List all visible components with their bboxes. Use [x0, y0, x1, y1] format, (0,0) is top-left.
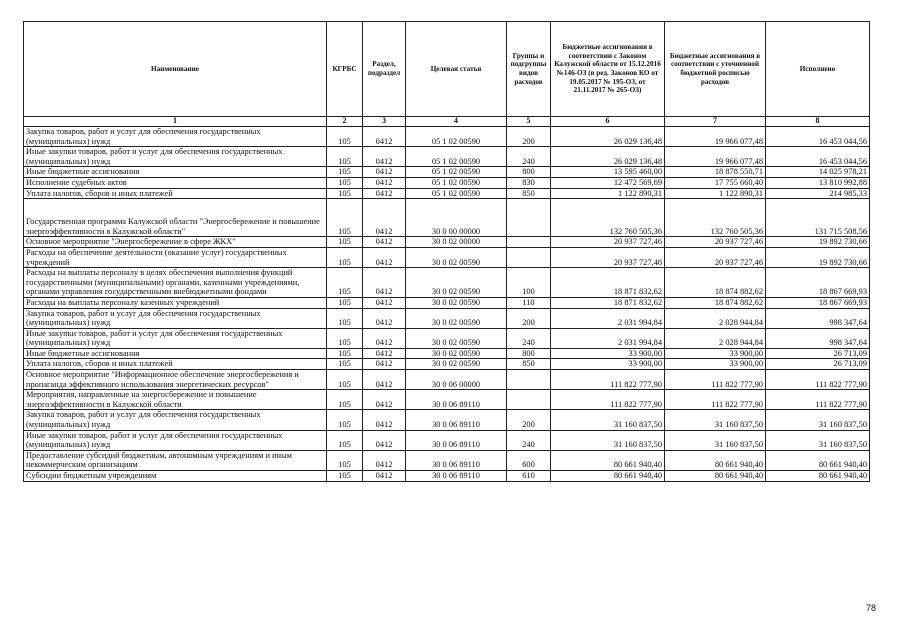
row-name: Иные бюджетные ассигнования: [24, 167, 327, 178]
row-target: 30 0 06 89110: [406, 471, 507, 482]
table-row: [24, 177, 870, 188]
table-row: [24, 430, 870, 450]
row-executed-amount: 19 892 730,66: [766, 237, 870, 248]
row-executed-amount: 16 453 044,56: [766, 147, 870, 167]
column-number: 1: [24, 117, 327, 127]
row-target: 30 0 06 89110: [406, 390, 507, 410]
row-section: 0412: [363, 177, 406, 188]
row-group: 800: [507, 167, 551, 178]
row-group: [507, 370, 551, 390]
row-executed-amount: 998 347,64: [766, 328, 870, 348]
row-target: 30 0 02 00590: [406, 348, 507, 359]
row-law-amount: 33 900,00: [551, 359, 665, 370]
row-refined-amount: 111 822 777,90: [665, 390, 766, 410]
header-executed: Исполнено: [766, 22, 870, 117]
row-law-amount: 132 760 505,36: [551, 199, 665, 237]
row-name: Расходы на выплаты персоналу в целях обеспечения выполнения функций государственными (муниципальными) органами, казенными учреждениями, органами управления государственными внебюджетными фондами: [24, 268, 327, 298]
row-group: 240: [507, 430, 551, 450]
row-kgrbs: 105: [327, 328, 363, 348]
row-refined-amount: 2 028 944,84: [665, 308, 766, 328]
row-executed-amount: 26 713,09: [766, 348, 870, 359]
table-row: [24, 167, 870, 178]
row-target: 05 1 02 00590: [406, 127, 507, 147]
row-name: Иные закупки товаров, работ и услуг для обеспечения государственных (муниципальных) нужд: [24, 328, 327, 348]
row-name: Основное мероприятие "Энергосбережение в сфере ЖКХ": [24, 237, 327, 248]
table-row: [24, 328, 870, 348]
row-section: 0412: [363, 370, 406, 390]
row-group: [507, 247, 551, 267]
row-target: 30 0 02 00590: [406, 359, 507, 370]
table-row: [24, 370, 870, 390]
row-refined-amount: 19 966 077,48: [665, 127, 766, 147]
row-section: 0412: [363, 188, 406, 199]
row-law-amount: 31 160 837,50: [551, 410, 665, 430]
row-group: [507, 199, 551, 237]
row-executed-amount: 14 025 978,21: [766, 167, 870, 178]
row-law-amount: 80 661 940,40: [551, 450, 665, 470]
row-refined-amount: 111 822 777,90: [665, 370, 766, 390]
row-name: Иные бюджетные ассигнования: [24, 348, 327, 359]
row-kgrbs: 105: [327, 308, 363, 328]
row-section: 0412: [363, 471, 406, 482]
row-target: 30 0 00 00000: [406, 199, 507, 237]
row-law-amount: 18 871 832,62: [551, 268, 665, 298]
column-number: 4: [406, 117, 507, 127]
header-refined: Бюджетные ассигнования в соответствии с уточненной бюджетной росписью расходов: [665, 22, 766, 117]
column-number: 2: [327, 117, 363, 127]
table-row: [24, 471, 870, 482]
table-row: [24, 199, 870, 237]
row-section: 0412: [363, 410, 406, 430]
row-group: 240: [507, 328, 551, 348]
row-group: 850: [507, 188, 551, 199]
header-section: Раздел, подраздел: [363, 22, 406, 117]
row-refined-amount: 33 900,00: [665, 359, 766, 370]
row-target: 30 0 02 00000: [406, 237, 507, 248]
table-body: [24, 127, 870, 482]
table-row: [24, 348, 870, 359]
row-law-amount: 111 822 777,90: [551, 370, 665, 390]
table-row: [24, 237, 870, 248]
header-law: Бюджетные ассигнования в соответствии с Законом Калужской области от 15.12.2016 №146-ОЗ (в ред. Законов КО от 19.05.2017 № 195-ОЗ, от 21.11.2017 № 265-ОЗ): [551, 22, 665, 117]
row-kgrbs: 105: [327, 370, 363, 390]
row-refined-amount: 80 661 940,40: [665, 450, 766, 470]
row-section: 0412: [363, 328, 406, 348]
row-refined-amount: 2 028 944,84: [665, 328, 766, 348]
row-name: Закупка товаров, работ и услуг для обеспечения государственных (муниципальных) нужд: [24, 308, 327, 328]
row-executed-amount: 80 661 940,40: [766, 471, 870, 482]
row-kgrbs: 105: [327, 359, 363, 370]
row-section: 0412: [363, 348, 406, 359]
row-refined-amount: 31 160 837,50: [665, 430, 766, 450]
row-group: 240: [507, 147, 551, 167]
row-executed-amount: 26 713,09: [766, 359, 870, 370]
row-group: 610: [507, 471, 551, 482]
row-target: 30 0 02 00590: [406, 247, 507, 267]
row-name: Закупка товаров, работ и услуг для обеспечения государственных (муниципальных) нужд: [24, 410, 327, 430]
row-target: 30 0 02 00590: [406, 297, 507, 308]
row-target: 30 0 02 00590: [406, 268, 507, 298]
row-kgrbs: 105: [327, 199, 363, 237]
row-section: 0412: [363, 308, 406, 328]
row-executed-amount: 80 661 940,40: [766, 450, 870, 470]
row-name: Расходы на обеспечение деятельности (оказание услуг) государственных учреждений: [24, 247, 327, 267]
row-law-amount: 20 937 727,46: [551, 237, 665, 248]
row-section: 0412: [363, 430, 406, 450]
row-law-amount: 26 029 136,48: [551, 127, 665, 147]
row-group: 600: [507, 450, 551, 470]
row-law-amount: 1 122 890,31: [551, 188, 665, 199]
row-refined-amount: 20 937 727,46: [665, 247, 766, 267]
row-name: Субсидии бюджетным учреждениям: [24, 471, 327, 482]
row-kgrbs: 105: [327, 348, 363, 359]
row-law-amount: 26 029 136,48: [551, 147, 665, 167]
column-number: 5: [507, 117, 551, 127]
row-kgrbs: 105: [327, 297, 363, 308]
row-executed-amount: 19 892 730,66: [766, 247, 870, 267]
header-name: Наименование: [24, 22, 327, 117]
row-name: Иные закупки товаров, работ и услуг для обеспечения государственных (муниципальных) нужд: [24, 430, 327, 450]
row-section: 0412: [363, 359, 406, 370]
row-target: 05 1 02 00590: [406, 177, 507, 188]
header-kgrbs: КГРБС: [327, 22, 363, 117]
row-law-amount: 33 900,00: [551, 348, 665, 359]
header-row: [24, 22, 870, 117]
row-law-amount: 2 031 994,84: [551, 308, 665, 328]
row-group: 100: [507, 268, 551, 298]
table-row: [24, 450, 870, 470]
row-name: Исполнение судебных актов: [24, 177, 327, 188]
row-kgrbs: 105: [327, 247, 363, 267]
column-number: 3: [363, 117, 406, 127]
column-number: 8: [766, 117, 870, 127]
row-group: 850: [507, 359, 551, 370]
row-kgrbs: 105: [327, 147, 363, 167]
row-executed-amount: 131 715 508,56: [766, 199, 870, 237]
header-groups: Группы и подгруппы видов расходов: [507, 22, 551, 117]
row-refined-amount: 33 900,00: [665, 348, 766, 359]
row-law-amount: 13 595 460,00: [551, 167, 665, 178]
table-row: [24, 359, 870, 370]
row-kgrbs: 105: [327, 167, 363, 178]
row-target: 05 1 02 00590: [406, 188, 507, 199]
row-group: 110: [507, 297, 551, 308]
row-group: [507, 237, 551, 248]
row-law-amount: 20 937 727,46: [551, 247, 665, 267]
row-name: Уплата налогов, сборов и иных платежей: [24, 188, 327, 199]
row-section: 0412: [363, 127, 406, 147]
row-law-amount: 111 822 777,90: [551, 390, 665, 410]
row-refined-amount: 80 661 940,40: [665, 471, 766, 482]
row-kgrbs: 105: [327, 430, 363, 450]
row-target: 30 0 06 89110: [406, 430, 507, 450]
row-section: 0412: [363, 390, 406, 410]
row-section: 0412: [363, 450, 406, 470]
row-refined-amount: 18 874 882,62: [665, 268, 766, 298]
page-number: 78: [866, 603, 877, 613]
row-section: 0412: [363, 167, 406, 178]
row-target: 05 1 02 00590: [406, 167, 507, 178]
row-executed-amount: 111 822 777,90: [766, 370, 870, 390]
row-refined-amount: 1 122 890,31: [665, 188, 766, 199]
row-refined-amount: 17 755 660,40: [665, 177, 766, 188]
row-section: 0412: [363, 268, 406, 298]
row-group: 200: [507, 127, 551, 147]
row-kgrbs: 105: [327, 268, 363, 298]
row-target: 30 0 06 00000: [406, 370, 507, 390]
table-row: [24, 268, 870, 298]
row-kgrbs: 105: [327, 237, 363, 248]
row-name: Предоставление субсидий бюджетным, автономным учреждениям и иным некоммерческим организациям: [24, 450, 327, 470]
row-group: 200: [507, 410, 551, 430]
row-executed-amount: 18 867 669,93: [766, 268, 870, 298]
row-executed-amount: 18 867 669,93: [766, 297, 870, 308]
row-kgrbs: 105: [327, 177, 363, 188]
row-refined-amount: 18 874 882,62: [665, 297, 766, 308]
table-row: [24, 390, 870, 410]
row-section: 0412: [363, 147, 406, 167]
row-name: Основное мероприятие "Информационное обеспечение энергосбережения и пропаганда эффективного использования энергетических ресурсов": [24, 370, 327, 390]
row-law-amount: 12 472 569,69: [551, 177, 665, 188]
row-group: 200: [507, 308, 551, 328]
table-row: [24, 308, 870, 328]
row-law-amount: 2 031 994,84: [551, 328, 665, 348]
row-section: 0412: [363, 199, 406, 237]
row-target: 05 1 02 00590: [406, 147, 507, 167]
table-row: [24, 410, 870, 430]
row-law-amount: 18 871 832,62: [551, 297, 665, 308]
table-row: [24, 297, 870, 308]
row-group: 800: [507, 348, 551, 359]
row-kgrbs: 105: [327, 450, 363, 470]
row-law-amount: 80 661 940,40: [551, 471, 665, 482]
row-group: [507, 390, 551, 410]
row-target: 30 0 06 89110: [406, 410, 507, 430]
row-refined-amount: 20 937 727,46: [665, 237, 766, 248]
table-row: [24, 247, 870, 267]
row-target: 30 0 06 89110: [406, 450, 507, 470]
row-name: Мероприятия, направленные на энергосбережение и повышение энергоэффективности в Калужской области: [24, 390, 327, 410]
header-target: Целевая статья: [406, 22, 507, 117]
row-refined-amount: 31 160 837,50: [665, 410, 766, 430]
row-executed-amount: 214 985,33: [766, 188, 870, 199]
column-number: 7: [665, 117, 766, 127]
row-executed-amount: 31 160 837,50: [766, 410, 870, 430]
row-kgrbs: 105: [327, 127, 363, 147]
column-number: 6: [551, 117, 665, 127]
row-target: 30 0 02 00590: [406, 308, 507, 328]
row-name: Расходы на выплаты персоналу казенных учреждений: [24, 297, 327, 308]
row-kgrbs: 105: [327, 188, 363, 199]
row-executed-amount: 13 810 992,88: [766, 177, 870, 188]
row-executed-amount: 16 453 044,56: [766, 127, 870, 147]
row-refined-amount: 132 760 505,36: [665, 199, 766, 237]
budget-table: [23, 21, 870, 482]
row-group: 830: [507, 177, 551, 188]
row-law-amount: 31 160 837,50: [551, 430, 665, 450]
table-row: [24, 127, 870, 147]
table-row: [24, 188, 870, 199]
row-executed-amount: 31 160 837,50: [766, 430, 870, 450]
row-section: 0412: [363, 297, 406, 308]
table-row: [24, 147, 870, 167]
row-section: 0412: [363, 237, 406, 248]
row-refined-amount: 18 878 550,71: [665, 167, 766, 178]
row-kgrbs: 105: [327, 471, 363, 482]
row-executed-amount: 998 347,64: [766, 308, 870, 328]
row-name: Уплата налогов, сборов и иных платежей: [24, 359, 327, 370]
column-number-row: [24, 117, 870, 127]
row-kgrbs: 105: [327, 390, 363, 410]
row-target: 30 0 02 00590: [406, 328, 507, 348]
row-name: Иные закупки товаров, работ и услуг для обеспечения государственных (муниципальных) нужд: [24, 147, 327, 167]
row-executed-amount: 111 822 777,90: [766, 390, 870, 410]
row-refined-amount: 19 966 077,48: [665, 147, 766, 167]
row-kgrbs: 105: [327, 410, 363, 430]
row-name: Государственная программа Калужской области "Энергосбережение и повышение энергоэффективности в Калужской области": [24, 199, 327, 237]
row-name: Закупка товаров, работ и услуг для обеспечения государственных (муниципальных) нужд: [24, 127, 327, 147]
row-section: 0412: [363, 247, 406, 267]
